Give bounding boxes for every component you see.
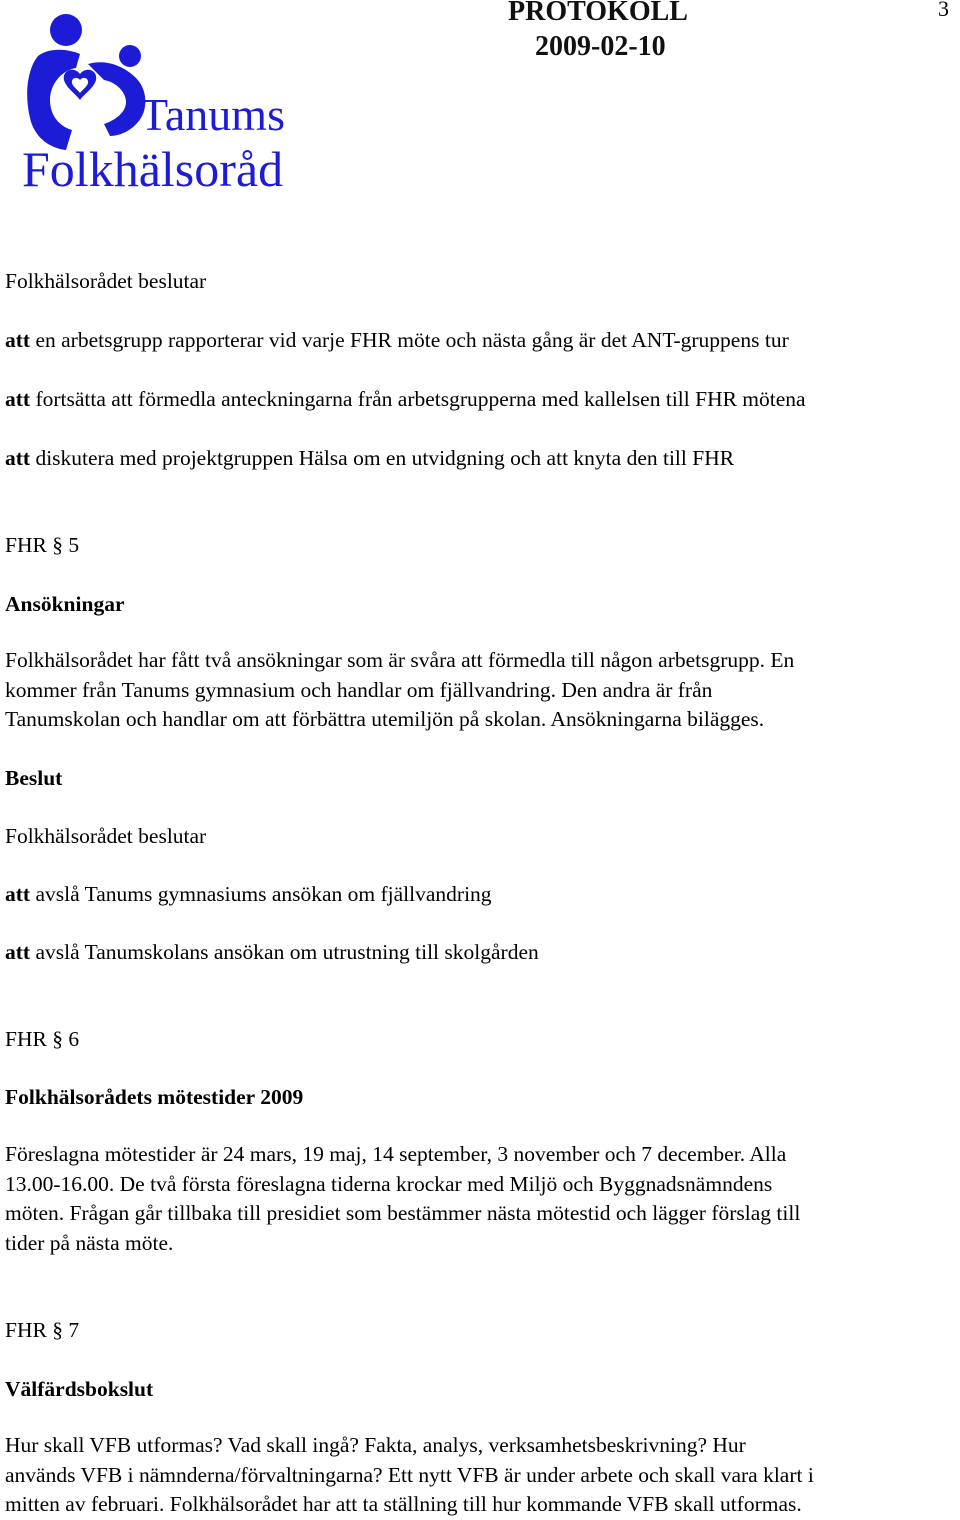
section-title-valfardsbokslut: Välfärdsbokslut xyxy=(5,1377,154,1401)
logo-line1: Tanums xyxy=(140,89,285,140)
decision-item xyxy=(5,937,539,967)
logo-line2: Folkhälsoråd xyxy=(22,141,284,190)
page-number: 3 xyxy=(938,0,949,21)
section-fhr5: FHR § 5 xyxy=(5,533,80,557)
att-label: att xyxy=(5,882,31,906)
section-fhr6: FHR § 6 xyxy=(5,1027,80,1051)
fhr5-body xyxy=(5,646,955,735)
tanums-folkhalsorad-logo xyxy=(18,8,318,190)
body-line: 13.00-16.00. De två första föreslagna tiderna krockar med Miljö och Byggnadsnämndens xyxy=(5,1171,773,1196)
body-line: kommer från Tanums gymnasium och handlar om fjällvandring. Den andra är från xyxy=(5,677,713,702)
att-label: att xyxy=(5,387,31,411)
body-line: används VFB i nämnderna/förvaltningarna? Ett nytt VFB är under arbete och skall vara klart i xyxy=(5,1462,814,1487)
body-line: Folkhälsorådet har fått två ansökningar som är svåra att förmedla till någon arbetsgrupp. En xyxy=(5,648,795,672)
beslutar-heading: Folkhälsorådet beslutar xyxy=(5,269,207,293)
decision-text: diskutera med projektgruppen Hälsa om en utvidgning och att knyta den till FHR xyxy=(35,446,735,470)
body-line: mitten av februari. Folkhälsorådet har att ta ställning till hur kommande VFB skall utformas. xyxy=(5,1492,802,1516)
decision-item xyxy=(5,384,806,414)
att-label: att xyxy=(5,328,31,352)
fhr6-body xyxy=(5,1140,955,1258)
body-line: Föreslagna mötestider är 24 mars, 19 maj, 14 september, 3 november och 7 december. Alla xyxy=(5,1142,787,1166)
decision-text: en arbetsgrupp rapporterar vid varje FHR möte och nästa gång är det ANT-gruppens tur xyxy=(35,328,789,352)
body-line: möten. Frågan går tillbaka till presidiet som bestämmer nästa mötestid och lägger förslag till xyxy=(5,1201,801,1225)
att-label: att xyxy=(5,446,31,470)
section-fhr7: FHR § 7 xyxy=(5,1318,80,1342)
document-type: PROTOKOLL xyxy=(508,0,688,27)
decision-item xyxy=(5,325,789,355)
decision-text: avslå Tanums gymnasiums ansökan om fjällvandring xyxy=(35,882,492,906)
document-date: 2009-02-10 xyxy=(535,31,666,62)
body-line: Tanumskolan och handlar om att förbättra utemiljön på skolan. Ansökningarna bilägges. xyxy=(5,707,765,731)
body-line: tider på nästa möte. xyxy=(5,1230,174,1255)
section-title-ansokningar: Ansökningar xyxy=(5,592,125,616)
body-line: Hur skall VFB utformas? Vad skall ingå? Fakta, analys, verksamhetsbeskrivning? Hur xyxy=(5,1433,746,1457)
att-label: att xyxy=(5,940,31,964)
decision-item xyxy=(5,443,734,473)
beslutar-heading: Folkhälsorådet beslutar xyxy=(5,824,207,848)
fhr7-body xyxy=(5,1431,955,1520)
beslut-heading: Beslut xyxy=(5,766,63,790)
family-figures-icon xyxy=(18,8,318,190)
decision-text: avslå Tanumskolans ansökan om utrustning till skolgården xyxy=(35,940,539,964)
decision-text: fortsätta att förmedla anteckningarna från arbetsgrupperna med kallelsen till FHR mötena xyxy=(35,387,806,411)
decision-item xyxy=(5,879,492,909)
section-title-motestider: Folkhälsorådets mötestider 2009 xyxy=(5,1085,304,1109)
